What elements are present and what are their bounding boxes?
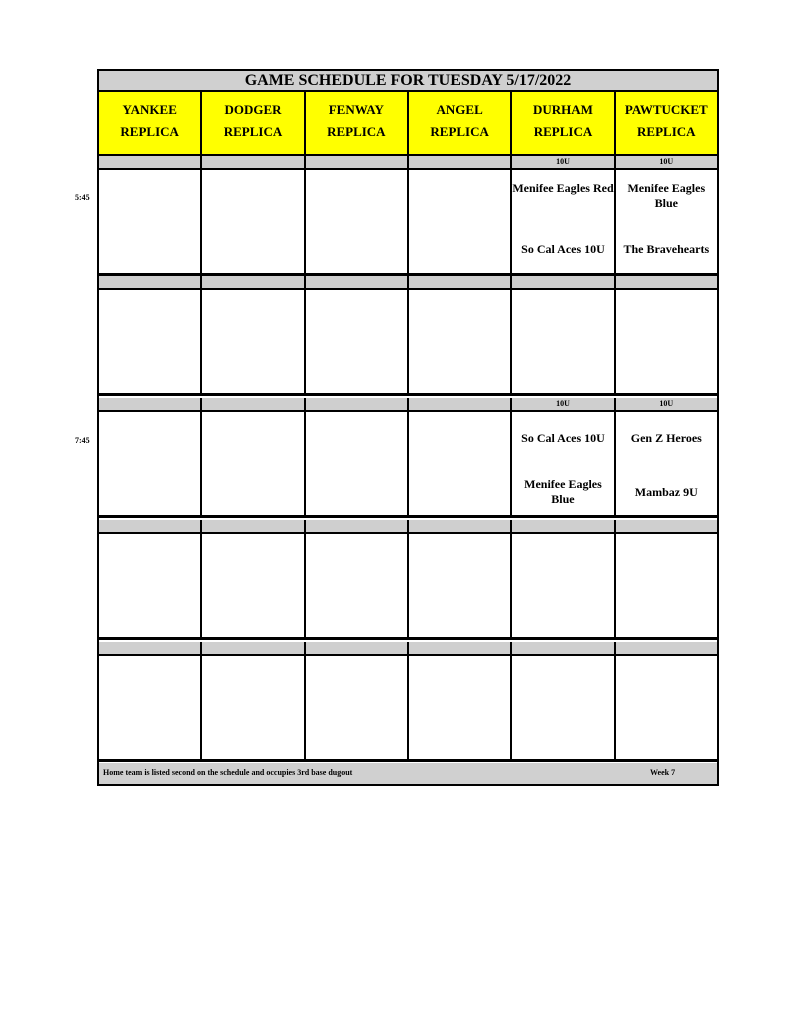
- field-name: DURHAM: [533, 102, 593, 117]
- division-cell: [512, 642, 615, 654]
- game-cell: [306, 290, 409, 393]
- week-label: Week 7: [650, 768, 676, 777]
- division-cell: [409, 642, 512, 654]
- division-cell: [99, 156, 202, 168]
- away-team: Gen Z Heroes: [630, 431, 702, 445]
- division-cell: [409, 276, 512, 288]
- game-slot: [99, 534, 717, 640]
- division-band: [99, 156, 717, 170]
- field-type: REPLICA: [223, 124, 283, 139]
- division-cell: [202, 156, 305, 168]
- division-cell: [616, 520, 717, 532]
- away-team: Menifee Eagles Blue: [627, 181, 706, 210]
- schedule-table: [97, 69, 719, 786]
- division-cell: [99, 642, 202, 654]
- division-cell: [306, 276, 409, 288]
- field-header-durham: [512, 92, 615, 154]
- home-team: The Bravehearts: [623, 242, 710, 256]
- home-team-note: Home team is listed second on the schedule and occupies 3rd base dugout: [103, 768, 353, 777]
- field-type: REPLICA: [533, 124, 593, 139]
- game-cell: [616, 170, 717, 273]
- game-cell: [202, 412, 305, 515]
- schedule-footer: [99, 763, 717, 784]
- division-band: [99, 398, 717, 412]
- division-cell: 10U: [616, 398, 717, 410]
- game-cell: [306, 656, 409, 759]
- division-cell: [616, 276, 717, 288]
- game-cell: [202, 170, 305, 273]
- game-cell: [202, 290, 305, 393]
- game-cell: [616, 656, 717, 759]
- game-cell: [512, 170, 615, 273]
- home-team: So Cal Aces 10U: [521, 242, 605, 256]
- field-type: REPLICA: [430, 124, 489, 139]
- division-cell: [409, 156, 512, 168]
- field-type: REPLICA: [120, 124, 179, 139]
- division-cell: [306, 156, 409, 168]
- division-cell: [202, 398, 305, 410]
- division-cell: [99, 398, 202, 410]
- game-cell: [99, 170, 202, 273]
- division-cell: [409, 520, 512, 532]
- division-cell: [512, 276, 615, 288]
- home-team: Mambaz 9U: [634, 485, 698, 499]
- division-cell: [306, 642, 409, 654]
- division-cell: 10U: [512, 398, 615, 410]
- field-name: FENWAY: [328, 102, 384, 117]
- division-cell: 10U: [512, 156, 615, 168]
- home-team: Menifee Eagles Blue: [524, 477, 602, 506]
- division-cell: [202, 276, 305, 288]
- field-type: REPLICA: [327, 124, 386, 139]
- game-slot: [99, 412, 717, 518]
- game-cell: [99, 534, 202, 637]
- game-cell: [512, 534, 615, 637]
- field-name: PAWTUCKET: [624, 102, 708, 117]
- game-cell: [616, 534, 717, 637]
- division-cell: [616, 642, 717, 654]
- away-team: Menifee Eagles Red: [512, 181, 614, 195]
- game-cell: [99, 412, 202, 515]
- away-team: So Cal Aces 10U: [521, 431, 605, 445]
- division-band: [99, 276, 717, 290]
- division-cell: 10U: [616, 156, 717, 168]
- game-slot: [99, 656, 717, 762]
- game-cell: [512, 412, 615, 515]
- division-cell: [409, 398, 512, 410]
- game-cell: [409, 534, 512, 637]
- game-cell: [409, 412, 512, 515]
- game-cell: [512, 290, 615, 393]
- game-cell: [409, 170, 512, 273]
- division-cell: [306, 398, 409, 410]
- schedule-title: GAME SCHEDULE FOR TUESDAY 5/17/2022: [99, 71, 717, 92]
- division-cell: [306, 520, 409, 532]
- game-slot: [99, 290, 717, 396]
- division-cell: [99, 520, 202, 532]
- game-cell: [616, 290, 717, 393]
- game-cell: [409, 656, 512, 759]
- game-cell: [306, 412, 409, 515]
- game-slot: [99, 170, 717, 276]
- field-name: DODGER: [224, 102, 282, 117]
- division-cell: [99, 276, 202, 288]
- game-cell: [616, 412, 717, 515]
- time-label-745: 7:45: [75, 436, 90, 445]
- game-cell: [512, 656, 615, 759]
- game-cell: [202, 656, 305, 759]
- field-header-yankee: [99, 92, 202, 154]
- field-type: REPLICA: [637, 124, 696, 139]
- division-cell: [202, 642, 305, 654]
- field-name: YANKEE: [122, 102, 177, 117]
- field-header-dodger: [202, 92, 305, 154]
- division-cell: [512, 520, 615, 532]
- field-header-row: [99, 92, 717, 156]
- game-cell: [99, 656, 202, 759]
- game-cell: [306, 534, 409, 637]
- field-header-fenway: [306, 92, 409, 154]
- game-cell: [306, 170, 409, 273]
- time-label-545: 5:45: [75, 193, 90, 202]
- game-cell: [409, 290, 512, 393]
- field-name: ANGEL: [436, 102, 483, 117]
- division-cell: [202, 520, 305, 532]
- game-cell: [99, 290, 202, 393]
- division-band: [99, 520, 717, 534]
- field-header-pawtucket: [616, 92, 717, 154]
- field-header-angel: [409, 92, 512, 154]
- game-cell: [202, 534, 305, 637]
- division-band: [99, 642, 717, 656]
